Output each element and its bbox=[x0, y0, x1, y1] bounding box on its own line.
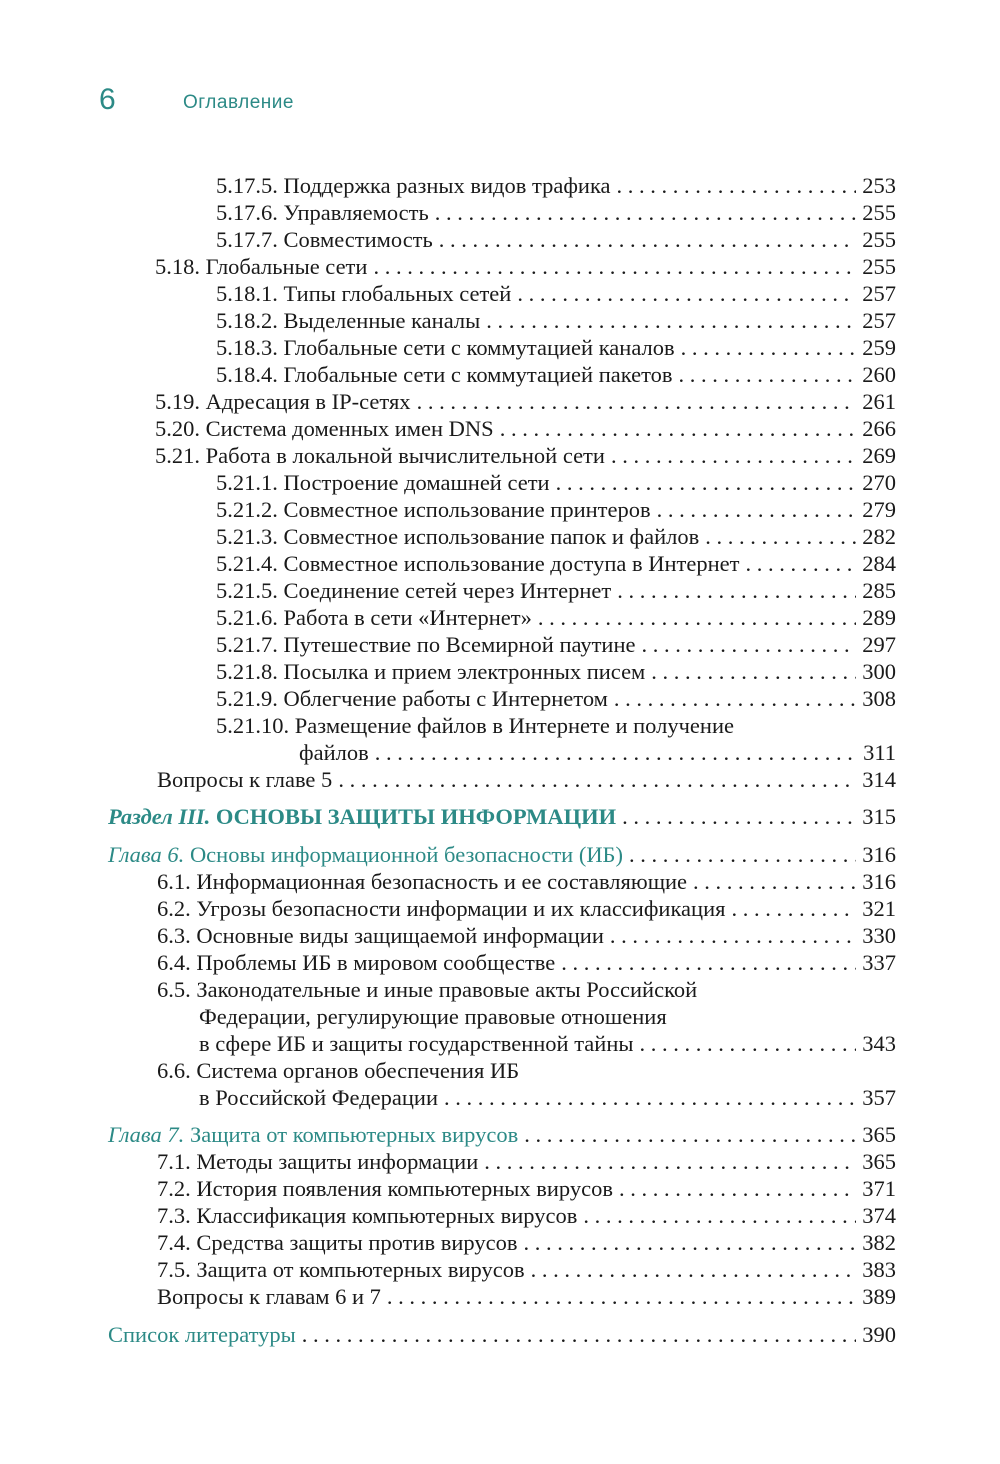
section-title: ОСНОВЫ ЗАЩИТЫ ИНФОРМАЦИИ bbox=[215, 804, 617, 829]
dot-leader bbox=[705, 523, 856, 550]
toc-entry-label: 5.21.1. Построение домашней сети bbox=[216, 470, 550, 495]
toc-entry-label: 7.3. Классификация компьютерных вирусов bbox=[157, 1203, 578, 1228]
toc-entry[interactable] bbox=[216, 469, 896, 496]
dot-leader bbox=[524, 1121, 856, 1148]
toc-entry-label: 5.17.7. Совместимость bbox=[216, 227, 433, 252]
toc-entry-page: 297 bbox=[862, 632, 896, 657]
toc-entry-label: 5.21.2. Совместное использование принтеров bbox=[216, 497, 651, 522]
dot-leader bbox=[731, 895, 856, 922]
toc-entry-label: 6.2. Угрозы безопасности информации и их классификация bbox=[157, 896, 726, 921]
toc-entry[interactable] bbox=[216, 658, 896, 685]
dot-leader bbox=[373, 253, 856, 280]
toc-entry-label: 5.18.3. Глобальные сети с коммутацией каналов bbox=[216, 335, 675, 360]
toc-entry-page: 259 bbox=[862, 335, 896, 360]
toc-entry-page: 383 bbox=[862, 1257, 896, 1282]
toc-entry[interactable] bbox=[216, 550, 896, 577]
toc-entry[interactable] bbox=[155, 388, 896, 415]
toc-entry[interactable] bbox=[157, 922, 896, 949]
dot-leader bbox=[583, 1202, 856, 1229]
toc-entry[interactable] bbox=[157, 1229, 896, 1256]
toc-chapter-label bbox=[108, 841, 623, 868]
dot-leader bbox=[617, 172, 856, 199]
toc-entry-label: 5.17.5. Поддержка разных видов трафика bbox=[216, 173, 611, 198]
toc-entry-continuation: 6.6. Система органов обеспечения ИБ bbox=[157, 1058, 520, 1083]
dot-leader bbox=[435, 199, 856, 226]
toc-entry[interactable] bbox=[216, 226, 896, 253]
toc-entry-label: 5.21.6. Работа в сети «Интернет» bbox=[216, 605, 532, 630]
toc-entry[interactable] bbox=[157, 1256, 896, 1283]
toc-entry-label: 5.18.1. Типы глобальных сетей bbox=[216, 281, 512, 306]
toc-entry[interactable] bbox=[157, 1202, 896, 1229]
toc-entry-label: 5.21.3. Совместное использование папок и файлов bbox=[216, 524, 700, 549]
dot-leader bbox=[338, 766, 856, 793]
toc-entry[interactable] bbox=[155, 442, 896, 469]
toc-entry-page: 337 bbox=[862, 950, 896, 975]
toc-entry-label: Вопросы к главам 6 и 7 bbox=[157, 1284, 381, 1309]
toc-entry-label: 7.5. Защита от компьютерных вирусов bbox=[157, 1257, 525, 1282]
toc-entry-page: 260 bbox=[862, 362, 896, 387]
chapter-prefix: Глава 6. bbox=[108, 842, 185, 867]
dot-leader bbox=[486, 307, 856, 334]
dot-leader bbox=[484, 1148, 856, 1175]
toc-section-3[interactable] bbox=[108, 803, 896, 830]
toc-entry-page: 279 bbox=[862, 497, 896, 522]
toc-entry-page: 284 bbox=[862, 551, 896, 576]
toc-entry-page: 253 bbox=[862, 173, 896, 198]
dot-leader bbox=[629, 841, 856, 868]
dot-leader bbox=[517, 280, 856, 307]
toc-entry-page: 266 bbox=[862, 416, 896, 441]
dot-leader bbox=[387, 1283, 856, 1310]
dot-leader bbox=[538, 604, 856, 631]
dot-leader bbox=[641, 631, 856, 658]
chapter-title: Защита от компьютерных вирусов bbox=[189, 1122, 519, 1147]
toc-entry[interactable] bbox=[155, 415, 896, 442]
toc-entry-page: 300 bbox=[862, 659, 896, 684]
toc-entry-label: Вопросы к главе 5 bbox=[157, 767, 333, 792]
toc-entry-page: 316 bbox=[862, 869, 896, 894]
toc-entry-page: 343 bbox=[862, 1031, 896, 1056]
toc-entry-label: 5.21.4. Совместное использование доступа в Интернет bbox=[216, 551, 740, 576]
toc-entry-label: 6.4. Проблемы ИБ в мировом сообществе bbox=[157, 950, 556, 975]
toc-entry[interactable] bbox=[155, 253, 896, 280]
toc-entry-page: 390 bbox=[862, 1322, 896, 1347]
toc-entry-page: 282 bbox=[862, 524, 896, 549]
toc-entry[interactable] bbox=[216, 199, 896, 226]
toc-entry[interactable] bbox=[157, 949, 896, 976]
toc-entry-page: 255 bbox=[862, 227, 896, 252]
toc-entry[interactable] bbox=[157, 1175, 896, 1202]
toc-entry-label: 5.21.9. Облегчение работы с Интернетом bbox=[216, 686, 608, 711]
toc-entry-page: 257 bbox=[862, 281, 896, 306]
toc-entry[interactable] bbox=[157, 766, 896, 793]
toc-entry-label: 7.4. Средства защиты против вирусов bbox=[157, 1230, 518, 1255]
dot-leader bbox=[640, 1030, 857, 1057]
toc-entry-page: 371 bbox=[862, 1176, 896, 1201]
dot-leader bbox=[681, 334, 856, 361]
dot-leader bbox=[444, 1084, 856, 1111]
toc-entry[interactable] bbox=[216, 334, 896, 361]
toc-entry-label: в Российской Федерации bbox=[199, 1085, 439, 1110]
chapter-title: Основы информационной безопасности (ИБ) bbox=[189, 842, 623, 867]
toc-entry-label: Список литературы bbox=[108, 1322, 296, 1347]
dot-leader bbox=[610, 922, 856, 949]
dot-leader bbox=[531, 1256, 856, 1283]
toc-entry-page: 315 bbox=[862, 804, 896, 829]
toc-entry-page: 365 bbox=[862, 1149, 896, 1174]
running-title: Оглавление bbox=[183, 92, 294, 113]
toc-entry-page: 261 bbox=[862, 389, 896, 414]
toc-entry-label: 5.18.4. Глобальные сети с коммутацией пакетов bbox=[216, 362, 673, 387]
toc-entry[interactable] bbox=[216, 307, 896, 334]
toc-entry-label: 5.18. Глобальные сети bbox=[155, 254, 368, 279]
toc-entry-page: 285 bbox=[862, 578, 896, 603]
toc-entry[interactable] bbox=[216, 496, 896, 523]
toc-entry-label: в сфере ИБ и защиты государственной тайны bbox=[199, 1031, 634, 1056]
toc-entry[interactable] bbox=[157, 868, 896, 895]
toc-entry[interactable] bbox=[157, 1283, 896, 1310]
toc-entry[interactable] bbox=[216, 631, 896, 658]
toc-section-label bbox=[108, 803, 616, 830]
toc-bibliography[interactable] bbox=[108, 1321, 896, 1348]
toc-entry-label: 6.3. Основные виды защищаемой информации bbox=[157, 923, 604, 948]
toc-entry-page: 357 bbox=[862, 1085, 896, 1110]
dot-leader bbox=[439, 226, 856, 253]
toc-entry[interactable] bbox=[216, 361, 896, 388]
dot-leader bbox=[375, 739, 856, 766]
toc-entry[interactable] bbox=[216, 604, 896, 631]
toc-entry-label: файлов bbox=[299, 740, 369, 765]
toc-entry[interactable] bbox=[216, 280, 896, 307]
toc-chapter-6[interactable] bbox=[108, 841, 896, 868]
dot-leader bbox=[651, 658, 856, 685]
toc-entry-continuation: Федерации, регулирующие правовые отношения bbox=[199, 1004, 667, 1029]
toc-entry[interactable] bbox=[216, 172, 896, 199]
dot-leader bbox=[693, 868, 856, 895]
toc-entry[interactable] bbox=[157, 895, 896, 922]
dot-leader bbox=[523, 1229, 856, 1256]
toc-entry-page: 255 bbox=[862, 200, 896, 225]
dot-leader bbox=[500, 415, 856, 442]
toc-entry-page: 289 bbox=[862, 605, 896, 630]
toc-entry-page: 308 bbox=[862, 686, 896, 711]
toc-entry-label: 5.17.6. Управляемость bbox=[216, 200, 429, 225]
dot-leader bbox=[679, 361, 856, 388]
dot-leader bbox=[417, 388, 856, 415]
toc-entry-continuation: 5.21.10. Размещение файлов в Интернете и получение bbox=[216, 713, 734, 738]
dot-leader bbox=[561, 949, 856, 976]
toc-entry-page: 270 bbox=[862, 470, 896, 495]
dot-leader bbox=[745, 550, 856, 577]
dot-leader bbox=[614, 685, 856, 712]
toc-entry[interactable] bbox=[216, 577, 896, 604]
toc-entry-page: 269 bbox=[862, 443, 896, 468]
toc-entry-page: 382 bbox=[862, 1230, 896, 1255]
toc-entry[interactable] bbox=[216, 685, 896, 712]
dot-leader bbox=[617, 577, 856, 604]
toc-entry-label: 5.21.5. Соединение сетей через Интернет bbox=[216, 578, 612, 603]
toc-entry-page: 255 bbox=[862, 254, 896, 279]
dot-leader bbox=[611, 442, 856, 469]
page-number: 6 bbox=[99, 83, 116, 116]
dot-leader bbox=[556, 469, 856, 496]
toc-entry-continuation: 6.5. Законодательные и иные правовые акты Российской bbox=[157, 977, 698, 1002]
dot-leader bbox=[657, 496, 856, 523]
toc-entry-label: 6.1. Информационная безопасность и ее составляющие bbox=[157, 869, 688, 894]
toc-chapter-label bbox=[108, 1121, 518, 1148]
toc-entry[interactable] bbox=[157, 1148, 896, 1175]
dot-leader bbox=[622, 803, 856, 830]
toc-entry-page: 374 bbox=[862, 1203, 896, 1228]
dot-leader bbox=[302, 1321, 856, 1348]
toc-entry-label: 5.19. Адресация в IP-сетях bbox=[155, 389, 411, 414]
toc-entry-page: 314 bbox=[862, 767, 896, 792]
toc-entry[interactable] bbox=[199, 1084, 896, 1111]
toc-entry[interactable] bbox=[299, 739, 896, 766]
toc-entry-label: 5.20. Система доменных имен DNS bbox=[155, 416, 494, 441]
toc-entry-page: 389 bbox=[862, 1284, 896, 1309]
toc-chapter-7[interactable] bbox=[108, 1121, 896, 1148]
dot-leader bbox=[619, 1175, 856, 1202]
toc-entry[interactable] bbox=[216, 523, 896, 550]
toc-entry-page: 257 bbox=[862, 308, 896, 333]
section-prefix: Раздел III. bbox=[108, 804, 211, 829]
toc-entry-page: 311 bbox=[863, 740, 896, 765]
toc-entry-label: 5.21.7. Путешествие по Всемирной паутине bbox=[216, 632, 636, 657]
toc-entry-label: 5.18.2. Выделенные каналы bbox=[216, 308, 481, 333]
toc-entry-page: 365 bbox=[862, 1122, 896, 1147]
toc-entry[interactable] bbox=[199, 1030, 896, 1057]
toc-entry-page: 321 bbox=[862, 896, 896, 921]
toc-entry-page: 330 bbox=[862, 923, 896, 948]
toc-entry-label: 7.1. Методы защиты информации bbox=[157, 1149, 479, 1174]
chapter-prefix: Глава 7. bbox=[108, 1122, 185, 1147]
toc-entry-label: 7.2. История появления компьютерных вирусов bbox=[157, 1176, 613, 1201]
toc-entry-label: 5.21.8. Посылка и прием электронных писем bbox=[216, 659, 646, 684]
toc-entry-label: 5.21. Работа в локальной вычислительной сети bbox=[155, 443, 605, 468]
toc-entry-page: 316 bbox=[862, 842, 896, 867]
